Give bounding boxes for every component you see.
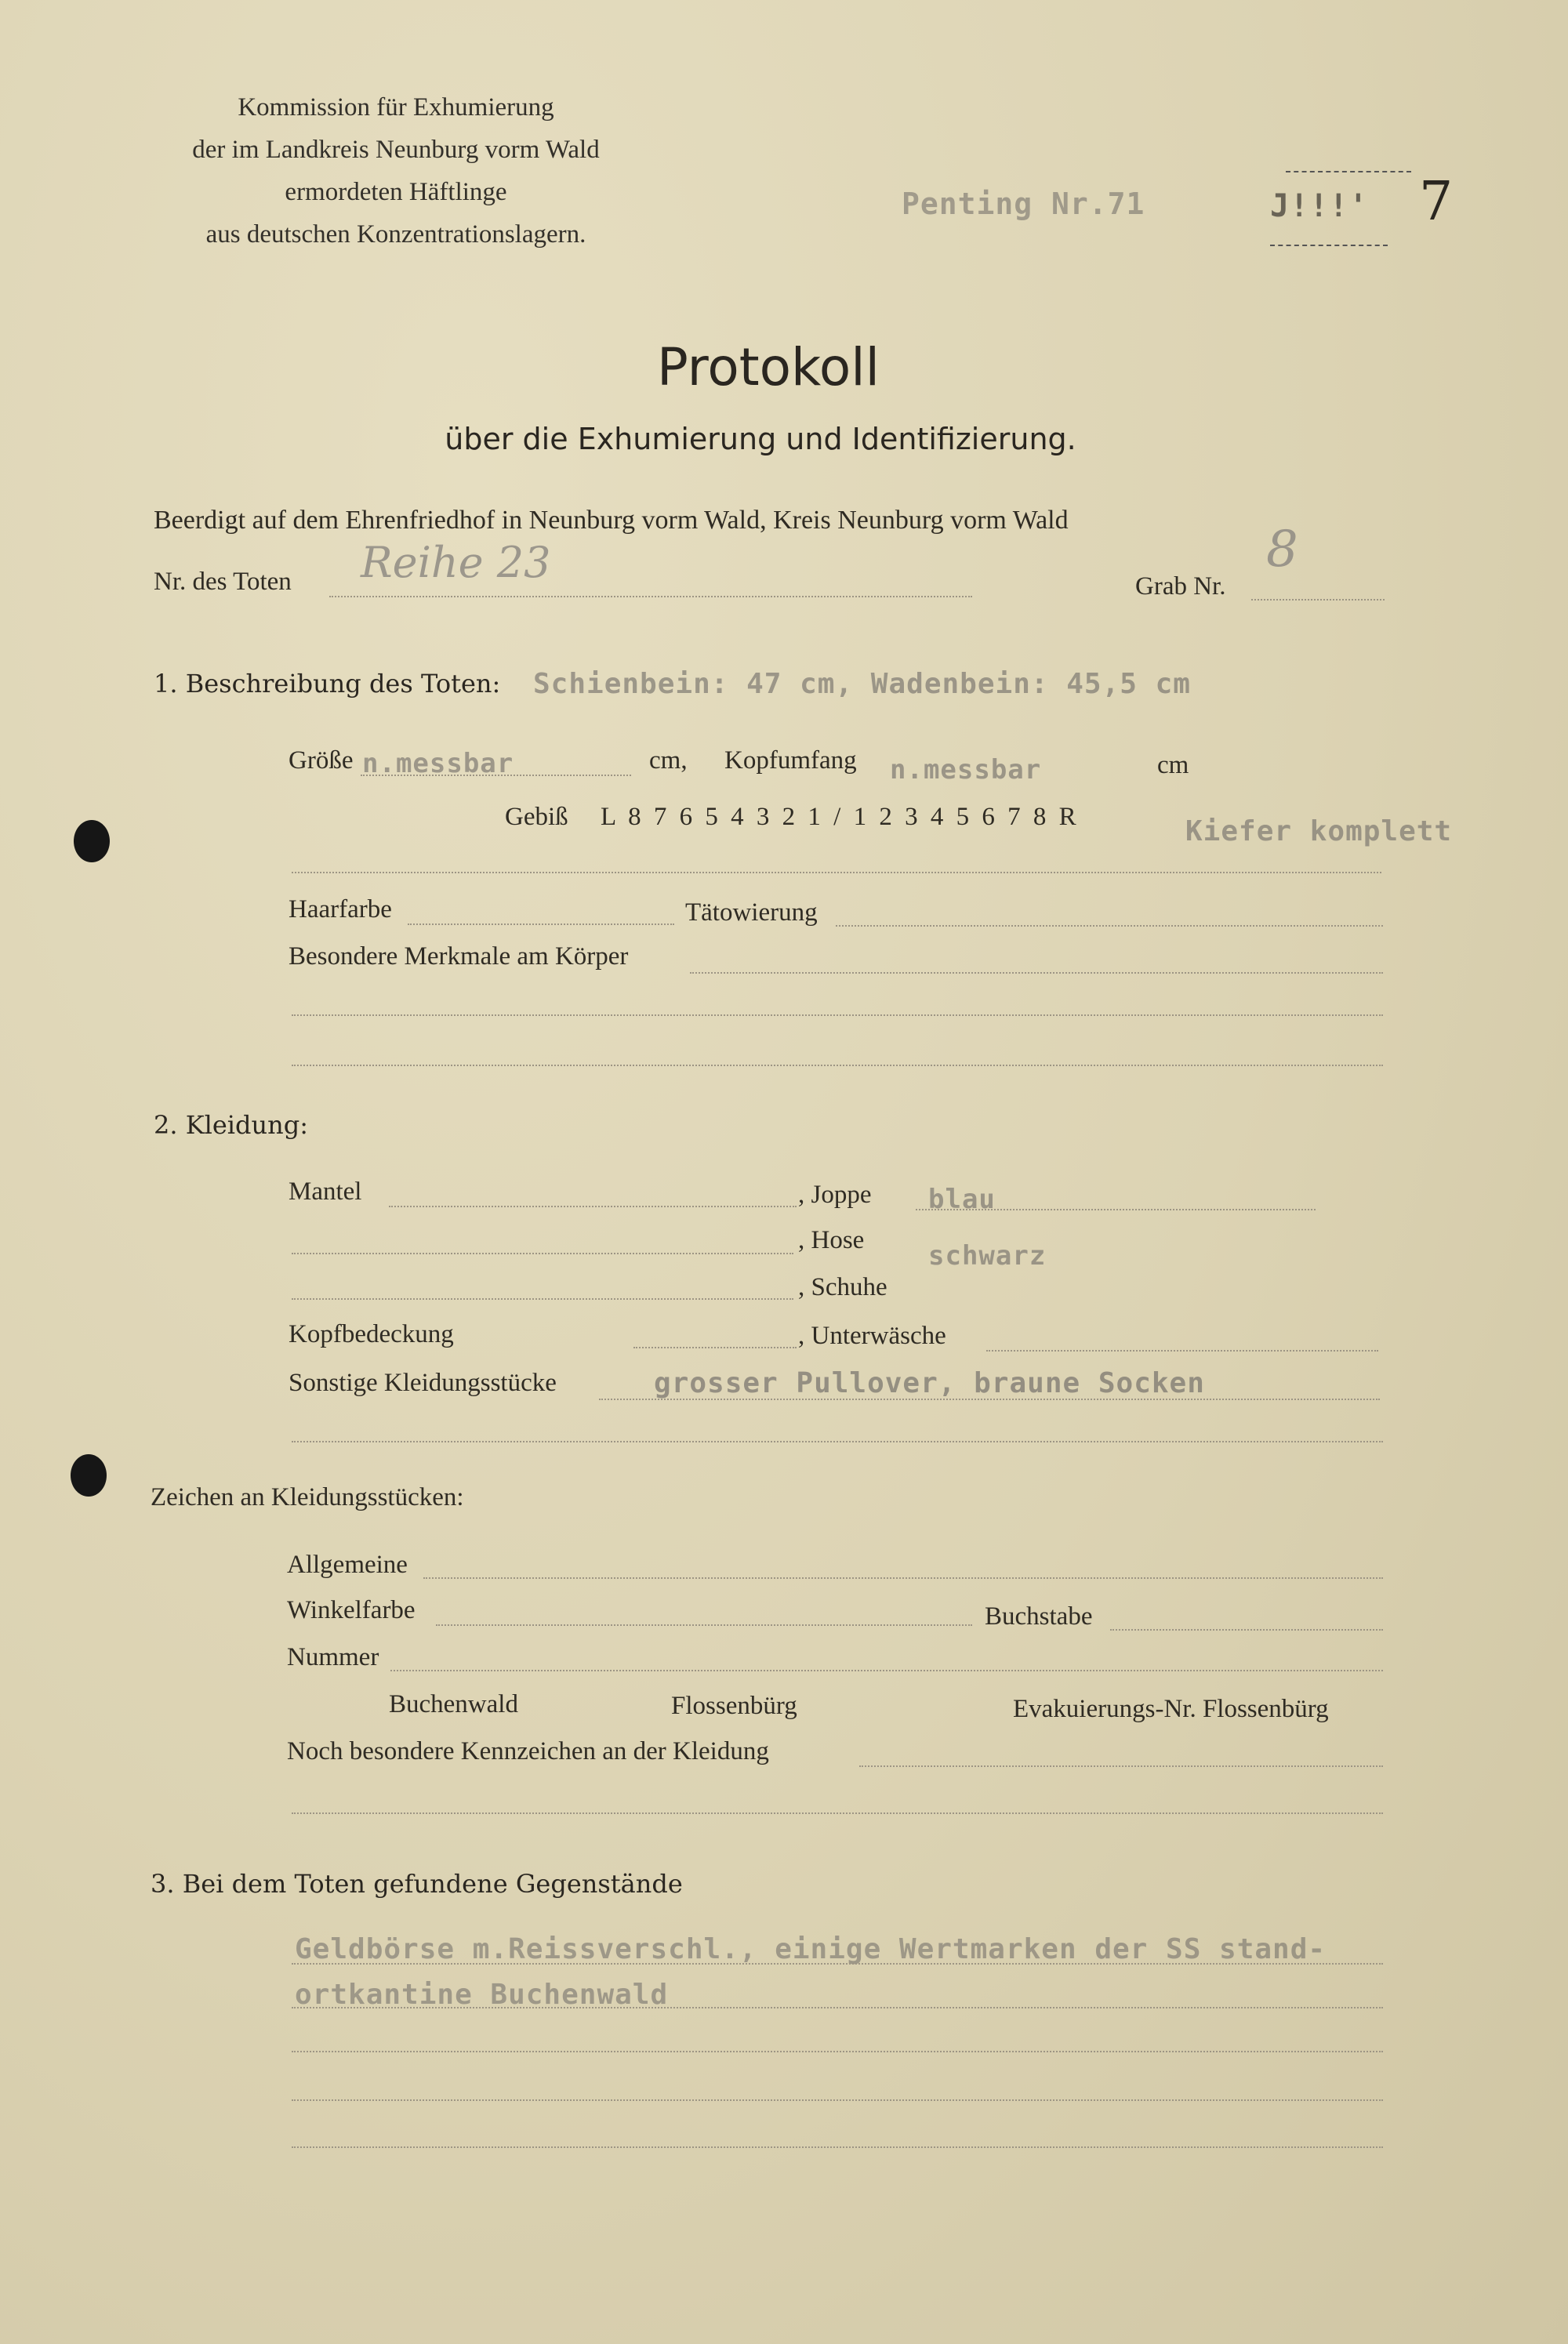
body-marks-label: Besondere Merkmale am Körper bbox=[289, 942, 629, 971]
headwear-label: Kopfbedeckung bbox=[289, 1320, 454, 1348]
jacket-line bbox=[916, 1209, 1316, 1210]
head-circumference-value: n.messbar bbox=[890, 754, 1042, 786]
grave-label: Grab Nr. bbox=[1135, 572, 1226, 601]
section-3-heading: 3. Bei dem Toten gefundene Gegenstände bbox=[151, 1869, 683, 1899]
found-items-rule-4 bbox=[292, 2099, 1383, 2101]
hair-color-line bbox=[408, 923, 674, 925]
trousers-label: , Hose bbox=[798, 1226, 865, 1254]
section-1-line-b bbox=[292, 1065, 1383, 1066]
grave-value: 8 bbox=[1266, 521, 1298, 579]
hair-color-label: Haarfarbe bbox=[289, 895, 392, 923]
letter-line bbox=[1110, 1629, 1383, 1631]
found-items-rule-5 bbox=[292, 2146, 1383, 2148]
found-items-rule-1 bbox=[292, 1963, 1383, 1965]
tattoo-label: Tätowierung bbox=[685, 898, 818, 927]
teeth-scheme: L 8 7 6 5 4 3 2 1 / 1 2 3 4 5 6 7 8 R bbox=[601, 803, 1080, 831]
jacket-label: , Joppe bbox=[798, 1181, 872, 1209]
special-marks-line bbox=[859, 1765, 1383, 1767]
deceased-number-value: Reihe 23 bbox=[361, 538, 551, 587]
underwear-label: , Unterwäsche bbox=[798, 1322, 946, 1350]
stamp-mark: J!!!' bbox=[1270, 188, 1369, 224]
headwear-line bbox=[633, 1347, 797, 1348]
buchenwald-label: Buchenwald bbox=[389, 1690, 518, 1718]
flossenburg-label: Flossenbürg bbox=[671, 1692, 797, 1720]
special-marks-label: Noch besondere Kennzeichen an der Kleidung bbox=[287, 1737, 769, 1765]
size-value: n.messbar bbox=[362, 748, 514, 779]
trousers-value: schwarz bbox=[928, 1240, 1047, 1272]
punch-hole-top bbox=[74, 820, 110, 862]
page-subtitle: über die Exhumierung und Identifizierung. bbox=[445, 422, 1076, 456]
header-line-3: ermordeten Häftlinge bbox=[285, 178, 507, 206]
deceased-number-line bbox=[329, 596, 972, 597]
jacket-value: blau bbox=[928, 1184, 996, 1215]
marks-line-a bbox=[292, 1812, 1383, 1814]
teeth-value: Kiefer komplett bbox=[1185, 815, 1453, 847]
page-title: Protokoll bbox=[657, 337, 880, 397]
stamp-dots-bottom bbox=[1270, 245, 1388, 246]
clothing-marks-heading: Zeichen an Kleidungsstücken: bbox=[151, 1483, 464, 1511]
size-label: Größe bbox=[289, 746, 354, 775]
number-label: Nummer bbox=[287, 1643, 379, 1671]
other-clothing-line bbox=[599, 1399, 1380, 1400]
size-unit: cm, bbox=[649, 746, 688, 775]
number-line bbox=[390, 1670, 1383, 1671]
header-line-2: der im Landkreis Neunburg vorm Wald bbox=[192, 136, 600, 164]
coat-line-2 bbox=[292, 1253, 793, 1254]
letter-label: Buchstabe bbox=[985, 1602, 1093, 1631]
other-clothing-label: Sonstige Kleidungsstücke bbox=[289, 1369, 557, 1397]
deceased-number-label: Nr. des Toten bbox=[154, 568, 292, 596]
section-1-heading: 1. Beschreibung des Toten: bbox=[154, 669, 501, 698]
found-items-line-2: ortkantine Buchenwald bbox=[295, 1979, 669, 2011]
header-line-1: Kommission für Exhumierung bbox=[238, 93, 554, 122]
found-items-line-1: Geldbörse m.Reissverschl., einige Wertmarken der SS stand- bbox=[295, 1933, 1327, 1965]
general-line bbox=[423, 1577, 1383, 1579]
triangle-color-label: Winkelfarbe bbox=[287, 1596, 416, 1624]
description-value: Schienbein: 47 cm, Wadenbein: 45,5 cm bbox=[533, 668, 1191, 700]
coat-line bbox=[389, 1206, 797, 1207]
underwear-line bbox=[986, 1350, 1378, 1352]
section-2-line-a bbox=[292, 1441, 1383, 1442]
section-2-heading: 2. Kleidung: bbox=[154, 1110, 308, 1140]
other-clothing-value: grosser Pullover, braune Socken bbox=[654, 1367, 1205, 1399]
body-marks-line bbox=[690, 972, 1383, 974]
tattoo-line bbox=[836, 925, 1383, 927]
grave-line bbox=[1251, 599, 1385, 601]
general-label: Allgemeine bbox=[287, 1551, 408, 1579]
evacuation-number-label: Evakuierungs-Nr. Flossenbürg bbox=[1013, 1695, 1329, 1723]
head-circumference-unit: cm bbox=[1157, 751, 1189, 779]
teeth-line bbox=[292, 872, 1381, 873]
shoes-label: , Schuhe bbox=[798, 1273, 887, 1301]
punch-hole-bottom bbox=[71, 1454, 107, 1497]
section-1-line-a bbox=[292, 1014, 1383, 1016]
coat-line-3 bbox=[292, 1298, 793, 1300]
header-line-4: aus deutschen Konzentrationslagern. bbox=[205, 220, 586, 249]
found-items-rule-3 bbox=[292, 2051, 1383, 2052]
triangle-color-line bbox=[436, 1624, 972, 1626]
page-number: 7 bbox=[1419, 171, 1454, 233]
size-line bbox=[361, 775, 631, 776]
commission-header bbox=[133, 86, 659, 256]
stamp-dots-top bbox=[1286, 171, 1411, 172]
location-stamp: Penting Nr.71 bbox=[902, 187, 1145, 221]
coat-label: Mantel bbox=[289, 1177, 362, 1206]
found-items-rule-2 bbox=[292, 2007, 1383, 2008]
burial-line: Beerdigt auf dem Ehrenfriedhof in Neunburg vorm Wald, Kreis Neunburg vorm Wald bbox=[154, 506, 1069, 535]
teeth-label: Gebiß bbox=[505, 803, 568, 831]
head-circumference-label: Kopfumfang bbox=[724, 746, 857, 775]
